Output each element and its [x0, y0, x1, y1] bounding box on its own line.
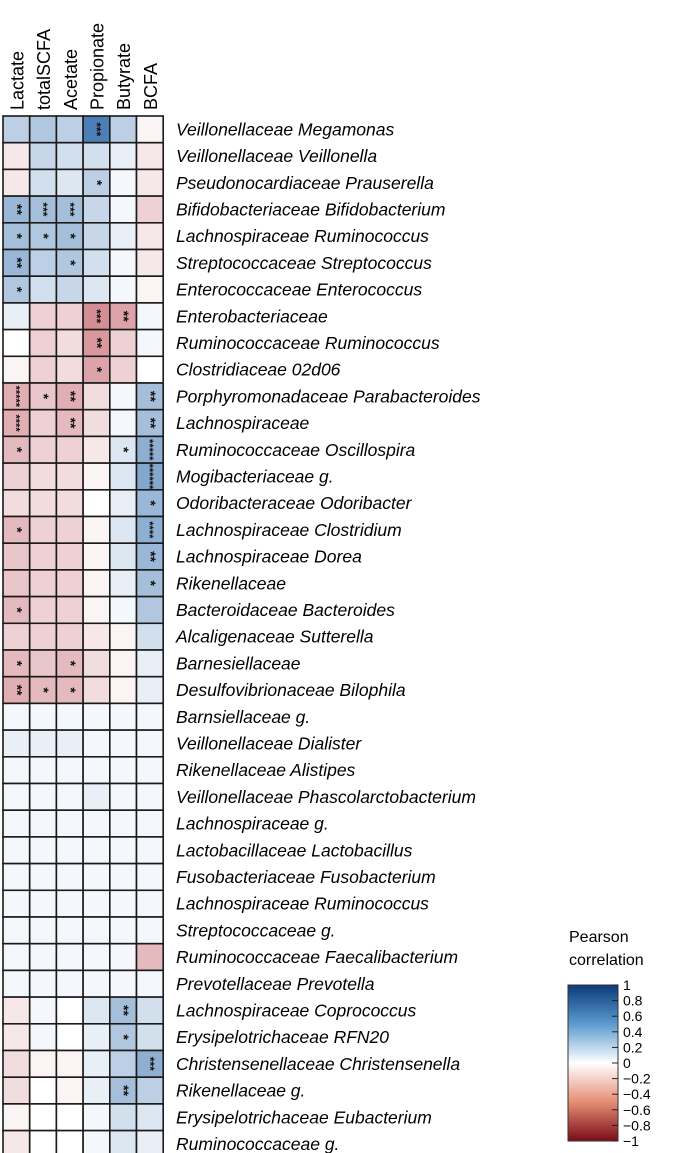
heatmap-cell — [137, 1104, 164, 1131]
heatmap-cell — [83, 1104, 110, 1131]
heatmap-cell — [137, 223, 164, 250]
heatmap-cell — [56, 116, 83, 143]
row-label: Erysipelotrichaceae Eubacterium — [176, 1107, 432, 1128]
row-label: Lactobacillaceae Lactobacillus — [176, 840, 413, 861]
heatmap-cell — [56, 143, 83, 170]
row-label: Porphyromonadaceae Parabacteroides — [176, 386, 481, 407]
heatmap-cell — [110, 356, 137, 383]
heatmap-cell — [30, 944, 57, 971]
heatmap-cell — [137, 757, 164, 784]
heatmap-cell — [56, 970, 83, 997]
heatmap-cell — [137, 1024, 164, 1051]
heatmap-cell — [30, 1024, 57, 1051]
row-label: Bacteroidaceae Bacteroides — [176, 599, 395, 620]
heatmap-cell — [56, 356, 83, 383]
row-label: Barnsiellaceae g. — [176, 706, 311, 727]
heatmap-cell — [110, 650, 137, 677]
column-label-bcfa: BCFA — [140, 62, 161, 110]
significance-mark: * — [9, 447, 26, 453]
heatmap-cell — [30, 597, 57, 624]
heatmap-cell — [3, 837, 30, 864]
heatmap-cell — [3, 330, 30, 357]
significance-mark: * — [36, 393, 53, 400]
heatmap-cell — [56, 730, 83, 757]
heatmap-cell — [83, 944, 110, 971]
heatmap-cell — [3, 490, 30, 517]
heatmap-cell — [110, 543, 137, 570]
heatmap-cell — [137, 276, 164, 303]
heatmap-cell — [137, 303, 164, 330]
significance-mark: **** — [142, 521, 155, 539]
heatmap-cells — [3, 116, 163, 1153]
heatmap-cell — [30, 730, 57, 757]
heatmap-cell — [30, 810, 57, 837]
heatmap-cell — [56, 997, 83, 1024]
heatmap-cell — [83, 570, 110, 597]
heatmap-cell — [3, 944, 30, 971]
heatmap-cell — [83, 677, 110, 704]
heatmap-cell — [30, 703, 57, 730]
heatmap-cell — [83, 890, 110, 917]
heatmap-cell — [110, 169, 137, 196]
heatmap-cell — [83, 410, 110, 437]
heatmap-cell — [110, 517, 137, 544]
heatmap-cell — [137, 169, 164, 196]
significance-mark: * — [36, 233, 53, 239]
heatmap-cell — [83, 997, 110, 1024]
significance-mark: ** — [142, 551, 159, 563]
heatmap-cell — [110, 1104, 137, 1131]
significance-mark: * — [62, 660, 79, 667]
heatmap-cell — [56, 757, 83, 784]
heatmap-cell — [83, 810, 110, 837]
heatmap-cell — [56, 917, 83, 944]
heatmap-cell — [30, 1131, 57, 1153]
heatmap-cell — [56, 436, 83, 463]
heatmap-cell — [83, 463, 110, 490]
heatmap-cell — [3, 1024, 30, 1051]
significance-mark: *** — [62, 202, 77, 217]
row-label: Enterococcaceae Enterococcus — [176, 279, 423, 300]
heatmap-cell — [137, 116, 164, 143]
significance-mark: *** — [89, 122, 104, 137]
heatmap-cell — [110, 330, 137, 357]
heatmap-cell — [83, 1051, 110, 1078]
heatmap-cell — [3, 169, 30, 196]
heatmap-cell — [3, 917, 30, 944]
heatmap-cell — [3, 810, 30, 837]
heatmap-cell — [30, 276, 57, 303]
significance-mark: * — [9, 660, 26, 667]
significance-mark: ** — [142, 417, 159, 429]
significance-mark: ** — [142, 390, 159, 402]
heatmap-cell — [56, 1131, 83, 1153]
significance-mark: ** — [116, 1085, 133, 1097]
legend-color-bar — [568, 985, 618, 1141]
heatmap-cell — [56, 703, 83, 730]
heatmap-cell — [83, 1024, 110, 1051]
heatmap-cell — [83, 837, 110, 864]
heatmap-cell — [3, 143, 30, 170]
heatmap-cell — [56, 623, 83, 650]
row-label: Pseudonocardiaceae Prauserella — [176, 172, 434, 193]
heatmap-cell — [56, 543, 83, 570]
heatmap-cell — [3, 730, 30, 757]
row-label: Lachnospiraceae Dorea — [176, 546, 362, 567]
column-label-totalscfa: totalSCFA — [34, 28, 55, 110]
heatmap-cell — [30, 303, 57, 330]
heatmap-cell — [110, 383, 137, 410]
row-label: Barnesiellaceae — [176, 653, 301, 674]
row-label: Rikenellaceae g. — [176, 1080, 306, 1101]
heatmap-cell — [30, 169, 57, 196]
heatmap-cell — [30, 143, 57, 170]
significance-mark: * — [116, 1034, 133, 1040]
heatmap-cell — [56, 1051, 83, 1078]
heatmap-cell — [83, 623, 110, 650]
heatmap-cell — [30, 436, 57, 463]
legend-tick-label: 1 — [623, 977, 631, 993]
heatmap-cell — [3, 543, 30, 570]
significance-mark: *** — [89, 309, 104, 324]
heatmap-cell — [110, 223, 137, 250]
heatmap-cell — [3, 1077, 30, 1104]
legend-title: Pearson — [569, 929, 629, 946]
heatmap-cell — [110, 250, 137, 277]
heatmap-cell — [56, 597, 83, 624]
significance-mark: *** — [36, 202, 51, 217]
heatmap-cell — [30, 330, 57, 357]
legend-tick-label: 0.8 — [623, 992, 643, 1009]
heatmap-cell — [83, 970, 110, 997]
legend-tick-label: −0.4 — [623, 1086, 651, 1103]
heatmap-cell — [83, 757, 110, 784]
heatmap-cell — [137, 143, 164, 170]
heatmap-cell — [56, 784, 83, 811]
heatmap-cell — [3, 1131, 30, 1153]
column-label-butyrate: Butyrate — [114, 42, 135, 110]
heatmap-cell — [137, 597, 164, 624]
significance-mark: * — [9, 607, 26, 613]
significance-mark: * — [9, 286, 26, 293]
heatmap-cell — [137, 623, 164, 650]
heatmap-cell — [83, 650, 110, 677]
significance-mark: ** — [9, 203, 26, 215]
row-label: Odoribacteraceae Odoribacter — [176, 493, 412, 514]
heatmap-cell — [137, 330, 164, 357]
heatmap-cell — [137, 1131, 164, 1153]
significance-mark: * — [89, 180, 106, 186]
row-label: Enterobacteriaceae — [176, 306, 328, 327]
column-label-acetate: Acetate — [60, 48, 81, 110]
heatmap-cell — [137, 196, 164, 223]
legend-tick-label: −0.6 — [623, 1101, 651, 1118]
legend-tick-label: 0.6 — [623, 1008, 643, 1025]
row-label: Lachnospiraceae g. — [176, 813, 329, 834]
row-label: Streptococcaceae Streptococcus — [176, 252, 432, 273]
significance-mark: *** — [142, 1056, 157, 1071]
color-legend — [568, 929, 651, 1149]
significance-mark: ** — [9, 257, 26, 269]
heatmap-cell — [83, 143, 110, 170]
significance-mark: ** — [116, 310, 133, 322]
significance-mark: * — [9, 527, 26, 533]
heatmap-cell — [30, 784, 57, 811]
significance-mark: * — [142, 500, 159, 506]
heatmap-cell — [30, 1051, 57, 1078]
significance-mark: ** — [9, 684, 26, 696]
heatmap-cell — [56, 944, 83, 971]
heatmap-cell — [110, 623, 137, 650]
heatmap-cell — [56, 490, 83, 517]
heatmap-cell — [137, 944, 164, 971]
significance-mark: * — [9, 233, 26, 239]
row-label: Ruminococcaceae Ruminococcus — [176, 332, 440, 353]
heatmap-cell — [30, 623, 57, 650]
heatmap-cell — [56, 864, 83, 891]
significance-mark: ** — [116, 1004, 133, 1016]
heatmap-cell — [30, 650, 57, 677]
heatmap-cell — [137, 356, 164, 383]
heatmap-cell — [30, 463, 57, 490]
heatmap-cell — [3, 303, 30, 330]
heatmap-cell — [30, 864, 57, 891]
column-label-propionate: Propionate — [87, 22, 108, 110]
heatmap-cell — [137, 837, 164, 864]
heatmap-cell — [3, 570, 30, 597]
legend-title-line2: correlation — [569, 952, 644, 969]
heatmap-cell — [110, 890, 137, 917]
row-label: Ruminococcaceae Oscillospira — [176, 439, 416, 460]
significance-mark: ** — [62, 390, 79, 402]
heatmap-cell — [137, 703, 164, 730]
column-labels — [7, 23, 161, 110]
heatmap-cell — [83, 250, 110, 277]
heatmap-cell — [56, 463, 83, 490]
row-label: Rikenellaceae Alistipes — [176, 760, 356, 781]
row-label: Clostridiaceae 02d06 — [176, 359, 341, 380]
row-label: Alcaligenaceae Sutterella — [176, 626, 374, 647]
heatmap-cell — [137, 917, 164, 944]
heatmap-cell — [110, 597, 137, 624]
heatmap-cell — [3, 757, 30, 784]
heatmap-cell — [110, 677, 137, 704]
significance-mark: * — [142, 580, 159, 586]
heatmap-cell — [110, 410, 137, 437]
heatmap-cell — [83, 223, 110, 250]
heatmap-cell — [56, 517, 83, 544]
heatmap-cell — [56, 330, 83, 357]
legend-tick-label: −1 — [623, 1133, 639, 1149]
heatmap-cell — [3, 1104, 30, 1131]
heatmap-cell — [110, 143, 137, 170]
heatmap-cell — [110, 730, 137, 757]
heatmap-cell — [110, 116, 137, 143]
heatmap-cell — [3, 703, 30, 730]
heatmap-cell — [30, 917, 57, 944]
legend-tick-label: −0.8 — [623, 1117, 651, 1134]
legend-tick-label: −0.2 — [623, 1070, 651, 1087]
heatmap-cell — [110, 864, 137, 891]
legend-tick-label: 0 — [623, 1055, 631, 1071]
significance-mark: * — [89, 366, 106, 373]
heatmap-cell — [110, 490, 137, 517]
row-label: Veillonellaceae Phascolarctobacterium — [176, 786, 476, 807]
heatmap-cell — [110, 703, 137, 730]
heatmap-cell — [30, 543, 57, 570]
row-label: Veillonellaceae Dialister — [176, 733, 362, 754]
heatmap-cell — [83, 703, 110, 730]
heatmap-cell — [3, 784, 30, 811]
heatmap-cell — [56, 570, 83, 597]
row-label: Lachnospiraceae Ruminococcus — [176, 226, 429, 247]
heatmap-cell — [110, 463, 137, 490]
heatmap-cell — [56, 837, 83, 864]
heatmap-cell — [137, 677, 164, 704]
heatmap-cell — [137, 250, 164, 277]
heatmap-cell — [110, 570, 137, 597]
heatmap-cell — [110, 276, 137, 303]
heatmap-cell — [110, 944, 137, 971]
heatmap-cell — [56, 276, 83, 303]
row-label: Lachnospiraceae Ruminococcus — [176, 893, 429, 914]
heatmap-cell — [30, 490, 57, 517]
heatmap-cell — [56, 1104, 83, 1131]
legend-tick-label: 0.4 — [623, 1023, 643, 1040]
heatmap-cell — [30, 1077, 57, 1104]
significance-mark: * — [36, 687, 53, 693]
heatmap-cell — [137, 864, 164, 891]
heatmap-cell — [30, 890, 57, 917]
row-label: Christensenellaceae Christensenella — [176, 1053, 461, 1074]
heatmap-cell — [3, 116, 30, 143]
heatmap-cell — [56, 1024, 83, 1051]
heatmap-cell — [110, 784, 137, 811]
row-label: Bifidobacteriaceae Bifidobacterium — [176, 199, 446, 220]
heatmap-cell — [30, 997, 57, 1024]
heatmap-cell — [30, 356, 57, 383]
heatmap-cell — [83, 1131, 110, 1153]
heatmap-cell — [30, 250, 57, 277]
heatmap-cell — [83, 864, 110, 891]
significance-mark: * — [62, 233, 79, 239]
heatmap-cell — [137, 650, 164, 677]
heatmap-cell — [3, 1051, 30, 1078]
significance-mark: * — [62, 260, 79, 266]
row-label: Lachnospiraceae — [176, 413, 310, 434]
heatmap-cell — [83, 276, 110, 303]
heatmap-cell — [83, 543, 110, 570]
heatmap-cell — [30, 517, 57, 544]
heatmap-cell — [137, 784, 164, 811]
heatmap-cell — [83, 196, 110, 223]
heatmap-cell — [137, 810, 164, 837]
significance-mark: ***** — [142, 439, 155, 461]
significance-mark: ****** — [142, 463, 155, 490]
significance-mark: ** — [89, 337, 106, 349]
heatmap-cell — [110, 1051, 137, 1078]
row-label: Lachnospiraceae Coprococcus — [176, 1000, 417, 1021]
heatmap-cell — [137, 997, 164, 1024]
heatmap-cell — [3, 970, 30, 997]
heatmap-cell — [83, 917, 110, 944]
row-label: Rikenellaceae — [176, 573, 286, 594]
legend-tick-label: 0.2 — [623, 1039, 643, 1056]
heatmap-cell — [3, 356, 30, 383]
row-label: Desulfovibrionaceae Bilophila — [176, 680, 406, 701]
heatmap-cell — [30, 410, 57, 437]
row-label: Mogibacteriaceae g. — [176, 466, 334, 487]
heatmap-cell — [137, 730, 164, 757]
heatmap-cell — [83, 436, 110, 463]
row-label: Erysipelotrichaceae RFN20 — [176, 1027, 390, 1048]
row-label: Ruminococcaceae g. — [176, 1133, 340, 1153]
heatmap-cell — [83, 784, 110, 811]
heatmap-cell — [83, 597, 110, 624]
row-label: Veillonellaceae Veillonella — [176, 146, 378, 167]
heatmap-cell — [56, 303, 83, 330]
row-labels — [175, 119, 481, 1153]
heatmap-cell — [3, 890, 30, 917]
heatmap-cell — [137, 890, 164, 917]
column-label-lactate: Lactate — [7, 50, 28, 110]
significance-mark: **** — [9, 414, 22, 432]
row-label: Fusobacteriaceae Fusobacterium — [176, 866, 436, 887]
row-label: Prevotellaceae Prevotella — [176, 973, 375, 994]
heatmap-cell — [83, 490, 110, 517]
heatmap-cell — [3, 997, 30, 1024]
heatmap-cell — [110, 757, 137, 784]
heatmap-cell — [3, 463, 30, 490]
heatmap-cell — [110, 970, 137, 997]
heatmap-cell — [56, 169, 83, 196]
row-label: Streptococcaceae g. — [176, 920, 336, 941]
significance-mark: ** — [62, 417, 79, 429]
row-label: Veillonellaceae Megamonas — [176, 119, 395, 140]
heatmap-cell — [110, 196, 137, 223]
heatmap-cell — [137, 970, 164, 997]
heatmap-cell — [30, 757, 57, 784]
heatmap-cell — [30, 1104, 57, 1131]
row-label: Lachnospiraceae Clostridium — [176, 519, 402, 540]
heatmap-cell — [56, 810, 83, 837]
heatmap-cell — [137, 1077, 164, 1104]
heatmap-cell — [3, 864, 30, 891]
heatmap-cell — [3, 623, 30, 650]
heatmap-cell — [110, 837, 137, 864]
significance-mark: ***** — [9, 385, 22, 408]
significance-mark: * — [116, 447, 133, 453]
heatmap-cell — [30, 116, 57, 143]
heatmap-cell — [83, 1077, 110, 1104]
heatmap-cell — [110, 917, 137, 944]
heatmap-cell — [110, 810, 137, 837]
heatmap-cell — [83, 730, 110, 757]
significance-mark: * — [62, 687, 79, 693]
heatmap-cell — [30, 837, 57, 864]
heatmap-cell — [56, 890, 83, 917]
heatmap-cell — [56, 1077, 83, 1104]
row-label: Ruminococcaceae Faecalibacterium — [176, 947, 459, 968]
heatmap-cell — [30, 570, 57, 597]
heatmap-cell — [110, 1131, 137, 1153]
heatmap-cell — [83, 517, 110, 544]
heatmap-cell — [83, 383, 110, 410]
heatmap-cell — [30, 970, 57, 997]
